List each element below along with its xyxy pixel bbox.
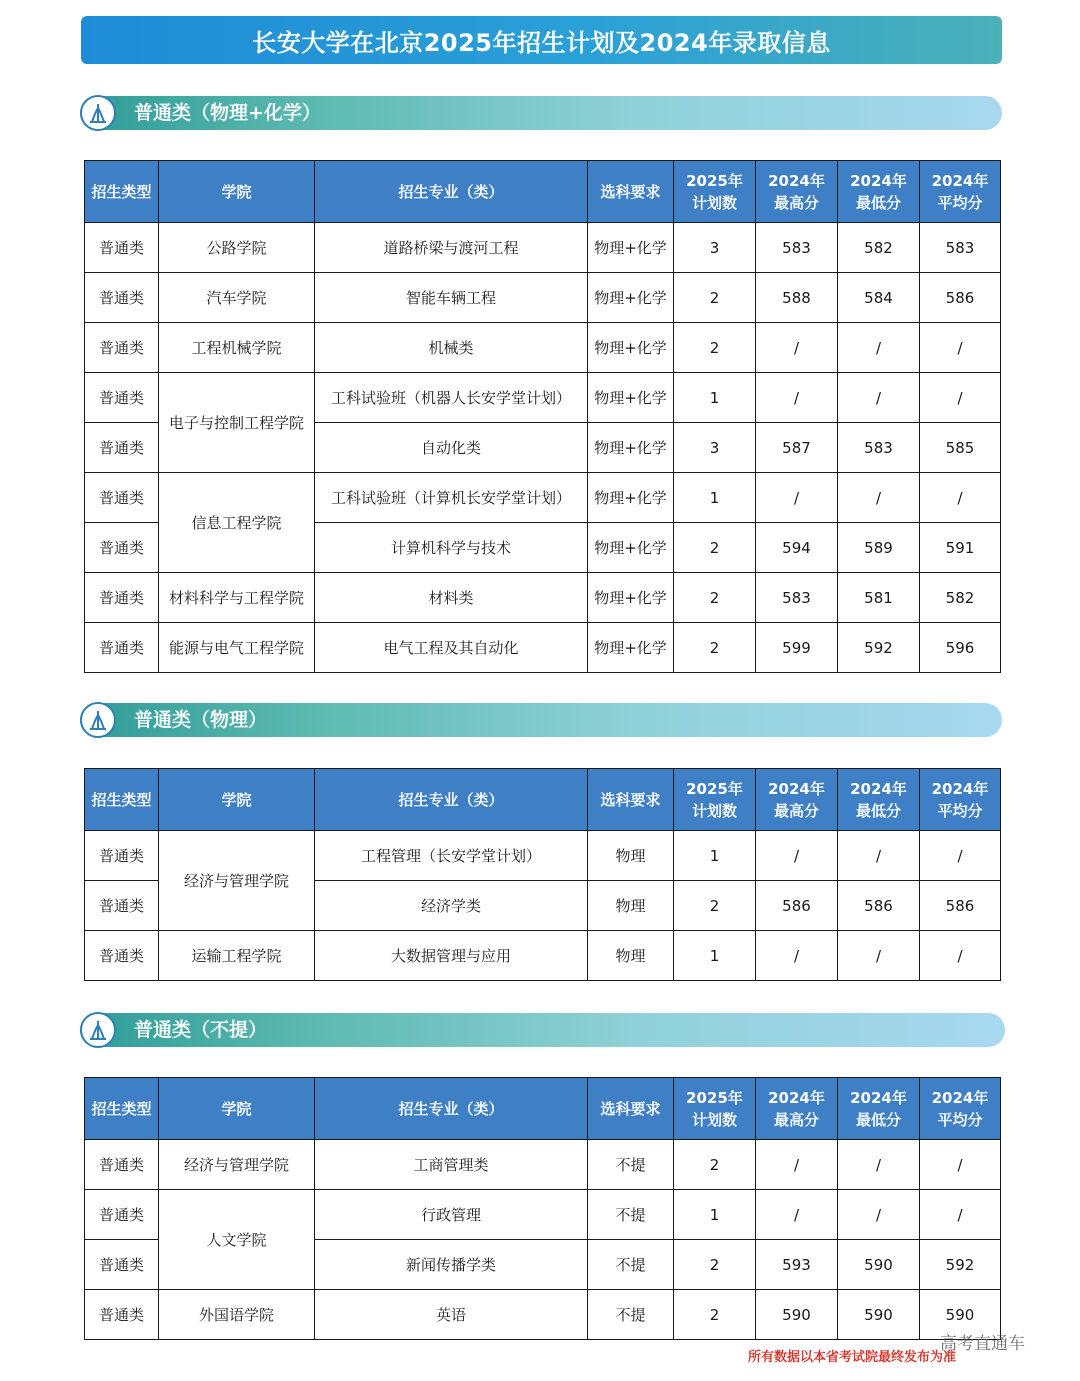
section-title: 普通类（不提） [134,1019,268,1041]
type-cell: 普通类 [85,223,159,273]
min-score-cell: 583 [838,423,920,473]
major-cell: 大数据管理与应用 [315,931,588,981]
plan-cell: 1 [674,1190,756,1240]
avg-score-cell: 585 [920,423,1001,473]
plan-cell: 2 [674,523,756,573]
subject-cell: 物理+化学 [588,273,674,323]
header-avg-line1: 2024年 [931,1088,989,1107]
max-score-cell: / [756,323,838,373]
plan-cell: 2 [674,1290,756,1340]
header-min [838,1078,920,1140]
type-cell: 普通类 [85,523,159,573]
max-score-cell: 583 [756,223,838,273]
min-score-cell: 584 [838,273,920,323]
header-avg [920,1078,1001,1140]
university-emblem-icon [80,1012,116,1048]
max-score-cell: 594 [756,523,838,573]
table-header-row [85,1078,1001,1140]
major-cell: 智能车辆工程 [315,273,588,323]
subject-cell: 物理+化学 [588,323,674,373]
major-cell: 英语 [315,1290,588,1340]
header-plan-line1: 2025年 [686,1088,743,1107]
table-row [85,473,1001,523]
header-min [838,769,920,831]
avg-score-cell: 586 [920,273,1001,323]
header-major-line1: 招生专业（类） [398,182,504,201]
header-max-line1: 2024年 [768,1088,825,1107]
header-min-line2: 最低分 [855,193,901,212]
section-title: 普通类（物理） [134,709,268,731]
max-score-cell: / [756,373,838,423]
plan-cell: 2 [674,623,756,673]
table-row [85,623,1001,673]
major-cell: 计算机科学与技术 [315,523,588,573]
university-emblem-icon [80,95,116,131]
header-avg [920,769,1001,831]
header-avg-line2: 平均分 [937,1110,983,1129]
subject-cell: 不提 [588,1240,674,1290]
header-major-line1: 招生专业（类） [398,790,504,809]
min-score-cell: 586 [838,881,920,931]
header-major [315,161,588,223]
section-header-physics [80,703,1002,737]
college-cell: 材料科学与工程学院 [159,573,315,623]
admission-table-physics [84,768,1001,981]
avg-score-cell: / [920,831,1001,881]
avg-score-cell: 596 [920,623,1001,673]
section-title: 普通类（物理+化学） [134,102,321,124]
min-score-cell: 592 [838,623,920,673]
subject-cell: 物理 [588,931,674,981]
watermark: 高考直通车 [940,1334,1025,1354]
subject-cell: 物理+化学 [588,373,674,423]
college-cell: 经济与管理学院 [159,831,315,931]
page-title: 长安大学在北京2025年招生计划及2024年录取信息 [81,16,1002,64]
header-avg-line2: 平均分 [937,193,983,212]
header-min-line2: 最低分 [855,1110,901,1129]
max-score-cell: / [756,931,838,981]
major-cell: 行政管理 [315,1190,588,1240]
college-cell: 能源与电气工程学院 [159,623,315,673]
university-emblem-icon [80,702,116,738]
header-max-line2: 最高分 [773,801,819,820]
type-cell: 普通类 [85,473,159,523]
header-subject [588,769,674,831]
table-header-row [85,161,1001,223]
max-score-cell: / [756,473,838,523]
table-row [85,323,1001,373]
header-plan-line1: 2025年 [686,171,743,190]
table-row [85,1290,1001,1340]
plan-cell: 2 [674,323,756,373]
type-cell: 普通类 [85,931,159,981]
avg-score-cell: / [920,323,1001,373]
header-type [85,1078,159,1140]
max-score-cell: 588 [756,273,838,323]
header-subject-line1: 选科要求 [600,182,661,201]
min-score-cell: / [838,931,920,981]
subject-cell: 物理+化学 [588,473,674,523]
max-score-cell: 583 [756,573,838,623]
header-max [756,769,838,831]
header-subject-line1: 选科要求 [600,1099,661,1118]
plan-cell: 2 [674,573,756,623]
header-type [85,161,159,223]
type-cell: 普通类 [85,423,159,473]
subject-cell: 物理 [588,881,674,931]
avg-score-cell: / [920,1190,1001,1240]
header-plan-line2: 计划数 [691,1110,737,1129]
max-score-cell: 587 [756,423,838,473]
header-plan [674,161,756,223]
table-row [85,273,1001,323]
major-cell: 机械类 [315,323,588,373]
subject-cell: 物理+化学 [588,623,674,673]
header-major [315,769,588,831]
subject-cell: 不提 [588,1190,674,1240]
subject-cell: 物理+化学 [588,423,674,473]
min-score-cell: 581 [838,573,920,623]
type-cell: 普通类 [85,373,159,423]
major-cell: 经济学类 [315,881,588,931]
subject-cell: 物理 [588,831,674,881]
major-cell: 道路桥梁与渡河工程 [315,223,588,273]
major-cell: 新闻传播学类 [315,1240,588,1290]
table-row [85,831,1001,881]
table-row [85,373,1001,423]
header-min-line1: 2024年 [850,779,907,798]
table-row [85,1190,1001,1240]
header-avg-line2: 平均分 [937,801,983,820]
plan-cell: 2 [674,1140,756,1190]
avg-score-cell: / [920,373,1001,423]
plan-cell: 1 [674,373,756,423]
type-cell: 普通类 [85,273,159,323]
table-header-row [85,769,1001,831]
header-college [159,769,315,831]
type-cell: 普通类 [85,1290,159,1340]
section-header-physics-chemistry [80,96,1002,130]
subject-cell: 物理+化学 [588,523,674,573]
college-cell: 公路学院 [159,223,315,273]
header-subject [588,1078,674,1140]
type-cell: 普通类 [85,1140,159,1190]
header-type-line1: 招生类型 [91,182,152,201]
table-row [85,223,1001,273]
header-plan [674,769,756,831]
type-cell: 普通类 [85,881,159,931]
admission-table-no-requirement [84,1077,1001,1340]
min-score-cell: 582 [838,223,920,273]
college-cell: 经济与管理学院 [159,1140,315,1190]
max-score-cell: 593 [756,1240,838,1290]
min-score-cell: 590 [838,1240,920,1290]
header-min-line1: 2024年 [850,1088,907,1107]
college-cell: 汽车学院 [159,273,315,323]
avg-score-cell: / [920,1140,1001,1190]
header-college-line1: 学院 [221,182,252,201]
subject-cell: 物理+化学 [588,573,674,623]
plan-cell: 2 [674,1240,756,1290]
avg-score-cell: 591 [920,523,1001,573]
header-subject-line1: 选科要求 [600,790,661,809]
table-row [85,931,1001,981]
header-avg-line1: 2024年 [931,779,989,798]
type-cell: 普通类 [85,323,159,373]
header-plan-line2: 计划数 [691,193,737,212]
header-min-line1: 2024年 [850,171,907,190]
header-max [756,161,838,223]
section-header-no-requirement [80,1013,1005,1047]
major-cell: 工科试验班（机器人长安学堂计划） [315,373,588,423]
type-cell: 普通类 [85,831,159,881]
header-max-line2: 最高分 [773,1110,819,1129]
header-type [85,769,159,831]
admission-table-physics-chemistry [84,160,1001,673]
college-cell: 运输工程学院 [159,931,315,981]
header-college-line1: 学院 [221,790,252,809]
table-row [85,573,1001,623]
min-score-cell: / [838,323,920,373]
min-score-cell: / [838,473,920,523]
college-cell: 外国语学院 [159,1290,315,1340]
header-max-line1: 2024年 [768,779,825,798]
avg-score-cell: 582 [920,573,1001,623]
type-cell: 普通类 [85,1190,159,1240]
major-cell: 自动化类 [315,423,588,473]
header-college [159,161,315,223]
header-min [838,161,920,223]
subject-cell: 物理+化学 [588,223,674,273]
header-min-line2: 最低分 [855,801,901,820]
plan-cell: 1 [674,831,756,881]
college-cell: 信息工程学院 [159,473,315,573]
footer-note: 所有数据以本省考试院最终发布为准 [748,1350,957,1365]
header-college-line1: 学院 [221,1099,252,1118]
header-college [159,1078,315,1140]
subject-cell: 不提 [588,1140,674,1190]
header-major-line1: 招生专业（类） [398,1099,504,1118]
plan-cell: 1 [674,931,756,981]
table-row [85,1140,1001,1190]
plan-cell: 2 [674,881,756,931]
header-type-line1: 招生类型 [91,1099,152,1118]
subject-cell: 不提 [588,1290,674,1340]
plan-cell: 3 [674,423,756,473]
header-max-line1: 2024年 [768,171,825,190]
major-cell: 材料类 [315,573,588,623]
header-subject [588,161,674,223]
avg-score-cell: 583 [920,223,1001,273]
header-plan-line1: 2025年 [686,779,743,798]
max-score-cell: 599 [756,623,838,673]
type-cell: 普通类 [85,573,159,623]
max-score-cell: / [756,1190,838,1240]
avg-score-cell: / [920,931,1001,981]
header-plan [674,1078,756,1140]
header-major [315,1078,588,1140]
plan-cell: 2 [674,273,756,323]
major-cell: 工商管理类 [315,1140,588,1190]
header-max-line2: 最高分 [773,193,819,212]
plan-cell: 1 [674,473,756,523]
college-cell: 工程机械学院 [159,323,315,373]
max-score-cell: / [756,1140,838,1190]
header-max [756,1078,838,1140]
plan-cell: 3 [674,223,756,273]
type-cell: 普通类 [85,623,159,673]
min-score-cell: 589 [838,523,920,573]
avg-score-cell: 586 [920,881,1001,931]
avg-score-cell: 590 [920,1290,1001,1340]
header-avg-line1: 2024年 [931,171,989,190]
type-cell: 普通类 [85,1240,159,1290]
min-score-cell: / [838,831,920,881]
max-score-cell: / [756,831,838,881]
min-score-cell: / [838,373,920,423]
avg-score-cell: 592 [920,1240,1001,1290]
min-score-cell: / [838,1190,920,1240]
major-cell: 工程管理（长安学堂计划） [315,831,588,881]
min-score-cell: 590 [838,1290,920,1340]
college-cell: 电子与控制工程学院 [159,373,315,473]
header-type-line1: 招生类型 [91,790,152,809]
avg-score-cell: / [920,473,1001,523]
header-avg [920,161,1001,223]
max-score-cell: 586 [756,881,838,931]
min-score-cell: / [838,1140,920,1190]
header-plan-line2: 计划数 [691,801,737,820]
major-cell: 电气工程及其自动化 [315,623,588,673]
major-cell: 工科试验班（计算机长安学堂计划） [315,473,588,523]
college-cell: 人文学院 [159,1190,315,1290]
max-score-cell: 590 [756,1290,838,1340]
